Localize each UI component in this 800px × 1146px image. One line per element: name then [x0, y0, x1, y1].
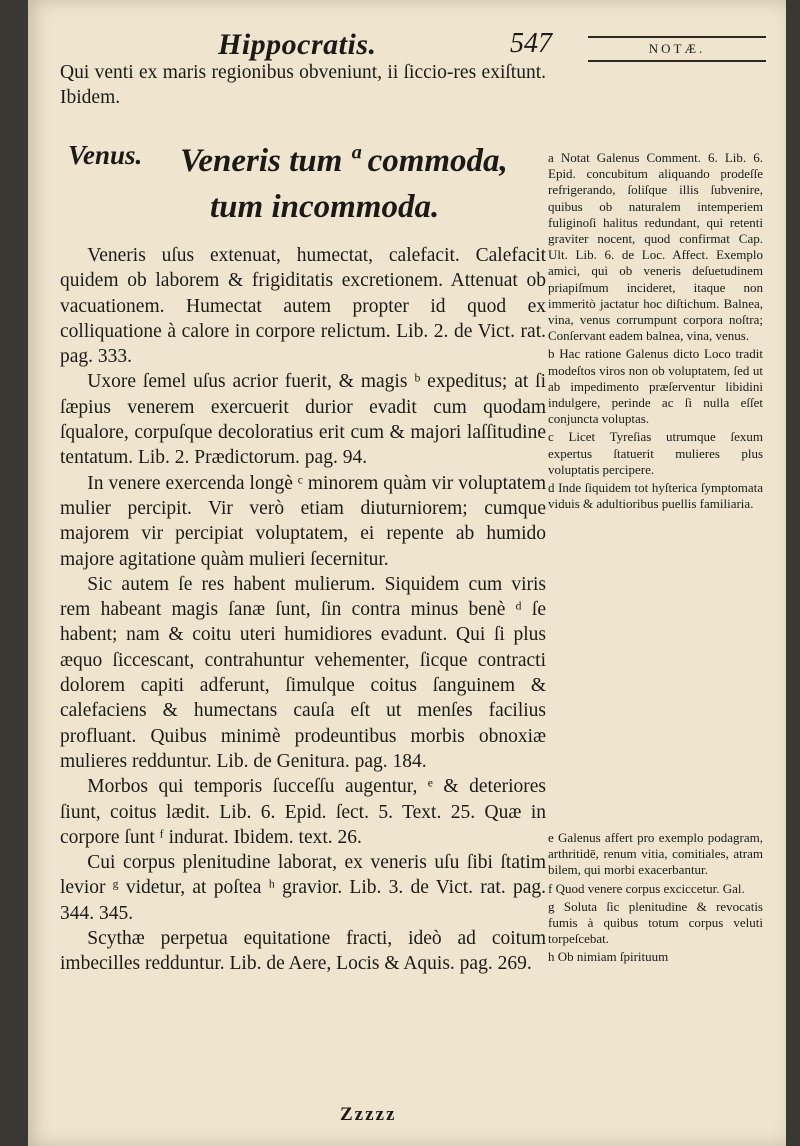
- page-number: 547: [510, 28, 552, 59]
- intro-text: Qui venti ex maris regionibus obveniunt, ii ſiccio-res exiſtunt. Ibidem.: [60, 62, 546, 109]
- paragraph-7: Scythæ perpetua equitatione fracti, ideò ad coitum imbecilles redduntur. Lib. de Aere, Locis & Aquis. pag. 269.: [60, 928, 546, 975]
- paragraph-6: Cui corpus plenitudine laborat, ex veneris uſu ſibi ſtatim levior ᵍ videtur, at poſtea ʰ gravior. Lib. 3. de Vict. rat. pag. 344. 345.: [60, 852, 546, 924]
- note-h: h Ob nimiam ſpirituum: [548, 949, 669, 965]
- notes-column-lower: [548, 830, 763, 968]
- note-g: g Soluta ſic plenitudine & revocatis fumis à quibus totum corpus veluti torpeſcebat.: [548, 898, 763, 947]
- paragraph-5: Morbos qui temporis ſucceſſu augentur, ᵉ & deteriores ſiunt, coitus lædit. Lib. 6. Epid. ſect. 5. Text. 25. Quæ in corpore ſunt ᶠ indurat. Ibidem. text. 26.: [60, 776, 546, 848]
- main-text-column: [60, 243, 546, 977]
- section-marginal-heading: Venus.: [68, 140, 143, 170]
- note-e: e Galenus affert pro exemplo podagram, arthritidē, renum vitia, comitiales, atram bilem, qui morbi exacerbantur.: [548, 830, 763, 878]
- section-heading-line2: tum incommoda.: [210, 189, 440, 225]
- section-heading: [180, 138, 560, 230]
- note-f: f Quod venere corpus exciccetur. Gal.: [548, 880, 745, 896]
- paragraph-3: In venere exercenda longè ᶜ minorem quàm vir voluptatem mulier percipit. Vir verò etiam diuturniorem; cumque majorem vir percipiat voluptatem, ei repente ab humido majore agitatione quàm mulieri ſecernitur.: [60, 472, 546, 570]
- note-c: c Licet Tyreſias utrumque ſexum expertus ſtatuerit mulieres plus voluptatis percipere.: [548, 429, 763, 477]
- book-page: [28, 0, 786, 1146]
- paragraph-1: Veneris uſus extenuat, humectat, calefacit. Calefacit quidem ob laborem & frigiditatis excretionem. Attenuat ob vacuationem. Humectat autem propter id quod ex colliquatione à calore in corpore relictum. Lib. 2. de Vict. rat. pag. 333.: [60, 245, 546, 368]
- notes-column-upper: [548, 150, 763, 514]
- notes-header: NOTÆ.: [588, 36, 766, 62]
- paragraph-2: Uxore ſemel uſus acrior fuerit, & magis ᵇ expeditus; at ſi ſæpius venerem exercuerit durior evadit cum quodam ſqualore, corpuſque decoloratius erit cum & majori laſſitudine tentatum. Lib. 2. Prædictorum. pag. 94.: [60, 371, 546, 469]
- paragraph-4: Sic autem ſe res habent mulierum. Siquidem cum viris rem habeant magis ſanæ ſunt, ſin contra minus benè ᵈ ſe habent; nam & coitu uteri humidiores evadunt. Qui ſi plus æquo ſiccescant, contrahuntur vehementer, ſicque contracti dolorem capiti adferunt, ſimulque coitus ſanguinem & calefaciens & humectans cauſa eſt ut menſes facilius profluant. Quibus minimè prodeuntibus morbis obnoxiæ mulieres redduntur. Lib. de Genitura. pag. 184.: [60, 573, 546, 772]
- note-b: b Hac ratione Galenus dicto Loco tradit modeſtos viros non ob voluptatem, ſed ut ab impedimento præſerventur libidini indulgere, perinde ac ſi nulla eſſet conjuncta voluptas.: [548, 346, 763, 427]
- section-heading-line1: Veneris tum ª commoda,: [180, 143, 508, 179]
- intro-paragraph: [60, 60, 546, 111]
- note-d: d Inde ſiquidem tot hyſterica ſymptomata viduis & adultioribus puellis familiaria.: [548, 480, 763, 512]
- printer-signature: Zzzzz: [340, 1104, 397, 1125]
- note-a: a Notat Galenus Comment. 6. Lib. 6. Epid. concubitum aliquando prodeſſe refrigerando, ſoliſque illis ſubvenire, quibus ob naturalem intemperiem fuliginoſi halitus redundant, qui retenti graviter nocent, quod confirmat Cap. Ult. Lib. 6. de Loc. Affect. Exemplo amici, qui ob veneris deſuetudinem priapiſmum incideret, itaque non immeritò jactatur hoc diſtichum. Balnea, vina, venus corrumpunt corpora noſtra; Conſervant eadem balnea, vina, venus.: [548, 150, 763, 344]
- running-title: Hippocratis.: [218, 28, 377, 61]
